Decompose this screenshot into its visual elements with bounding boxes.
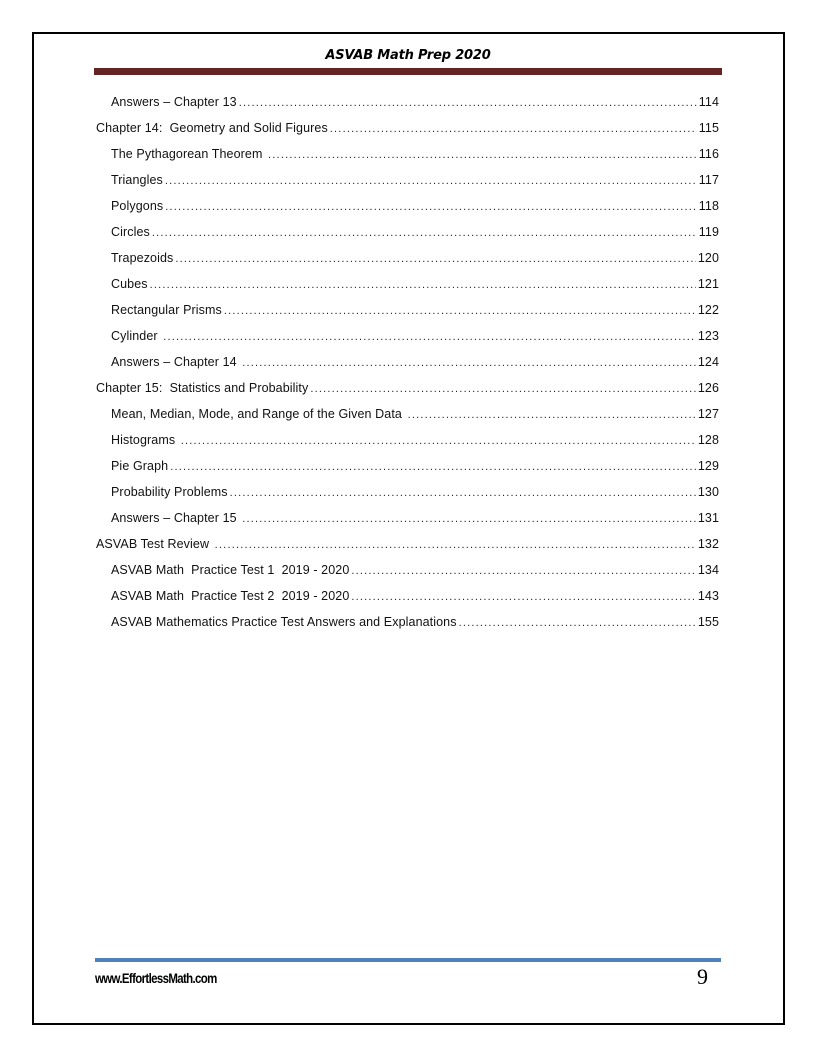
toc-dot-leader <box>459 617 696 629</box>
toc-entry[interactable] <box>96 355 719 381</box>
toc-entry-page: 155 <box>697 615 719 629</box>
footer-website-link[interactable]: www.EffortlessMath.com <box>95 970 217 986</box>
toc-dot-leader <box>165 201 697 213</box>
toc-entry-label: Trapezoids <box>111 251 174 265</box>
toc-dot-leader <box>330 123 697 135</box>
toc-entry-page: 123 <box>697 329 719 343</box>
toc-entry-page: 130 <box>697 485 719 499</box>
toc-dot-leader <box>268 149 697 161</box>
toc-dot-leader <box>150 279 696 291</box>
toc-entry-label: ASVAB Math Practice Test 1 2019 - 2020 <box>111 563 350 577</box>
toc-entry-label: Polygons <box>111 199 164 213</box>
toc-entry[interactable] <box>96 147 719 173</box>
toc-dot-leader <box>310 383 696 395</box>
toc-dot-leader <box>242 513 696 525</box>
toc-dot-leader <box>163 331 696 343</box>
toc-entry[interactable] <box>96 225 719 251</box>
toc-entry-page: 117 <box>698 173 719 187</box>
toc-entry-label: Answers – Chapter 13 <box>111 95 237 109</box>
toc-entry[interactable] <box>96 173 719 199</box>
toc-entry-page: 131 <box>697 511 719 525</box>
toc-entry-label: Cubes <box>111 277 148 291</box>
toc-entry[interactable] <box>96 381 719 407</box>
toc-entry-label: ASVAB Test Review <box>96 537 213 551</box>
toc-entry[interactable] <box>96 199 719 225</box>
toc-entry[interactable] <box>96 485 719 511</box>
toc-entry-page: 128 <box>697 433 719 447</box>
toc-entry-page: 116 <box>698 147 719 161</box>
toc-dot-leader <box>175 253 695 265</box>
toc-entry-page: 129 <box>697 459 719 473</box>
toc-entry-page: 120 <box>697 251 719 265</box>
toc-entry[interactable] <box>96 303 719 329</box>
toc-entry-label: Rectangular Prisms <box>111 303 222 317</box>
toc-dot-leader <box>224 305 696 317</box>
toc-entry-label: Mean, Median, Mode, and Range of the Given Data <box>111 407 406 421</box>
header-divider-bar <box>94 68 722 75</box>
toc-entry[interactable] <box>96 95 719 121</box>
toc-dot-leader <box>215 539 696 551</box>
toc-entry-label: The Pythagorean Theorem <box>111 147 267 161</box>
toc-entry-page: 115 <box>698 121 719 135</box>
toc-entry-label: Circles <box>111 225 150 239</box>
toc-entry-label: Histograms <box>111 433 179 447</box>
toc-dot-leader <box>152 227 697 239</box>
toc-dot-leader <box>242 357 696 369</box>
toc-entry-page: 126 <box>697 381 719 395</box>
toc-entry-label: Triangles <box>111 173 163 187</box>
toc-dot-leader <box>408 409 696 421</box>
toc-entry[interactable] <box>96 615 719 641</box>
toc-entry-label: Cylinder <box>111 329 162 343</box>
table-of-contents <box>96 95 719 641</box>
toc-entry-page: 143 <box>697 589 719 603</box>
toc-dot-leader <box>351 591 695 603</box>
toc-entry[interactable] <box>96 511 719 537</box>
footer-divider-bar <box>95 958 721 962</box>
running-header-title: ASVAB Math Prep 2020 <box>325 48 491 63</box>
toc-dot-leader <box>239 97 697 109</box>
toc-entry-page: 118 <box>698 199 719 213</box>
toc-entry-page: 132 <box>697 537 719 551</box>
toc-entry[interactable] <box>96 407 719 433</box>
toc-entry[interactable] <box>96 329 719 355</box>
toc-entry-label: Chapter 14: Geometry and Solid Figures <box>96 121 328 135</box>
toc-entry-label: Answers – Chapter 15 <box>111 511 241 525</box>
toc-entry[interactable] <box>96 251 719 277</box>
toc-entry[interactable] <box>96 589 719 615</box>
toc-entry-page: 122 <box>697 303 719 317</box>
toc-entry-page: 114 <box>698 95 719 109</box>
toc-entry-page: 119 <box>698 225 719 239</box>
toc-entry[interactable] <box>96 537 719 563</box>
toc-entry[interactable] <box>96 459 719 485</box>
toc-entry-page: 134 <box>697 563 719 577</box>
footer-page-number: 9 <box>697 964 708 989</box>
toc-entry-label: Chapter 15: Statistics and Probability <box>96 381 309 395</box>
toc-entry-label: Pie Graph <box>111 459 169 473</box>
toc-dot-leader <box>230 487 696 499</box>
toc-entry-page: 127 <box>697 407 719 421</box>
toc-dot-leader <box>165 175 697 187</box>
toc-dot-leader <box>351 565 695 577</box>
toc-entry-label: ASVAB Math Practice Test 2 2019 - 2020 <box>111 589 350 603</box>
toc-entry[interactable] <box>96 433 719 459</box>
toc-entry[interactable] <box>96 121 719 147</box>
toc-dot-leader <box>170 461 696 473</box>
toc-entry[interactable] <box>96 277 719 303</box>
toc-entry-label: ASVAB Mathematics Practice Test Answers and Explanations <box>111 615 457 629</box>
toc-entry[interactable] <box>96 563 719 589</box>
toc-dot-leader <box>181 435 696 447</box>
toc-entry-page: 124 <box>697 355 719 369</box>
toc-entry-page: 121 <box>697 277 719 291</box>
toc-entry-label: Probability Problems <box>111 485 228 499</box>
toc-entry-label: Answers – Chapter 14 <box>111 355 241 369</box>
